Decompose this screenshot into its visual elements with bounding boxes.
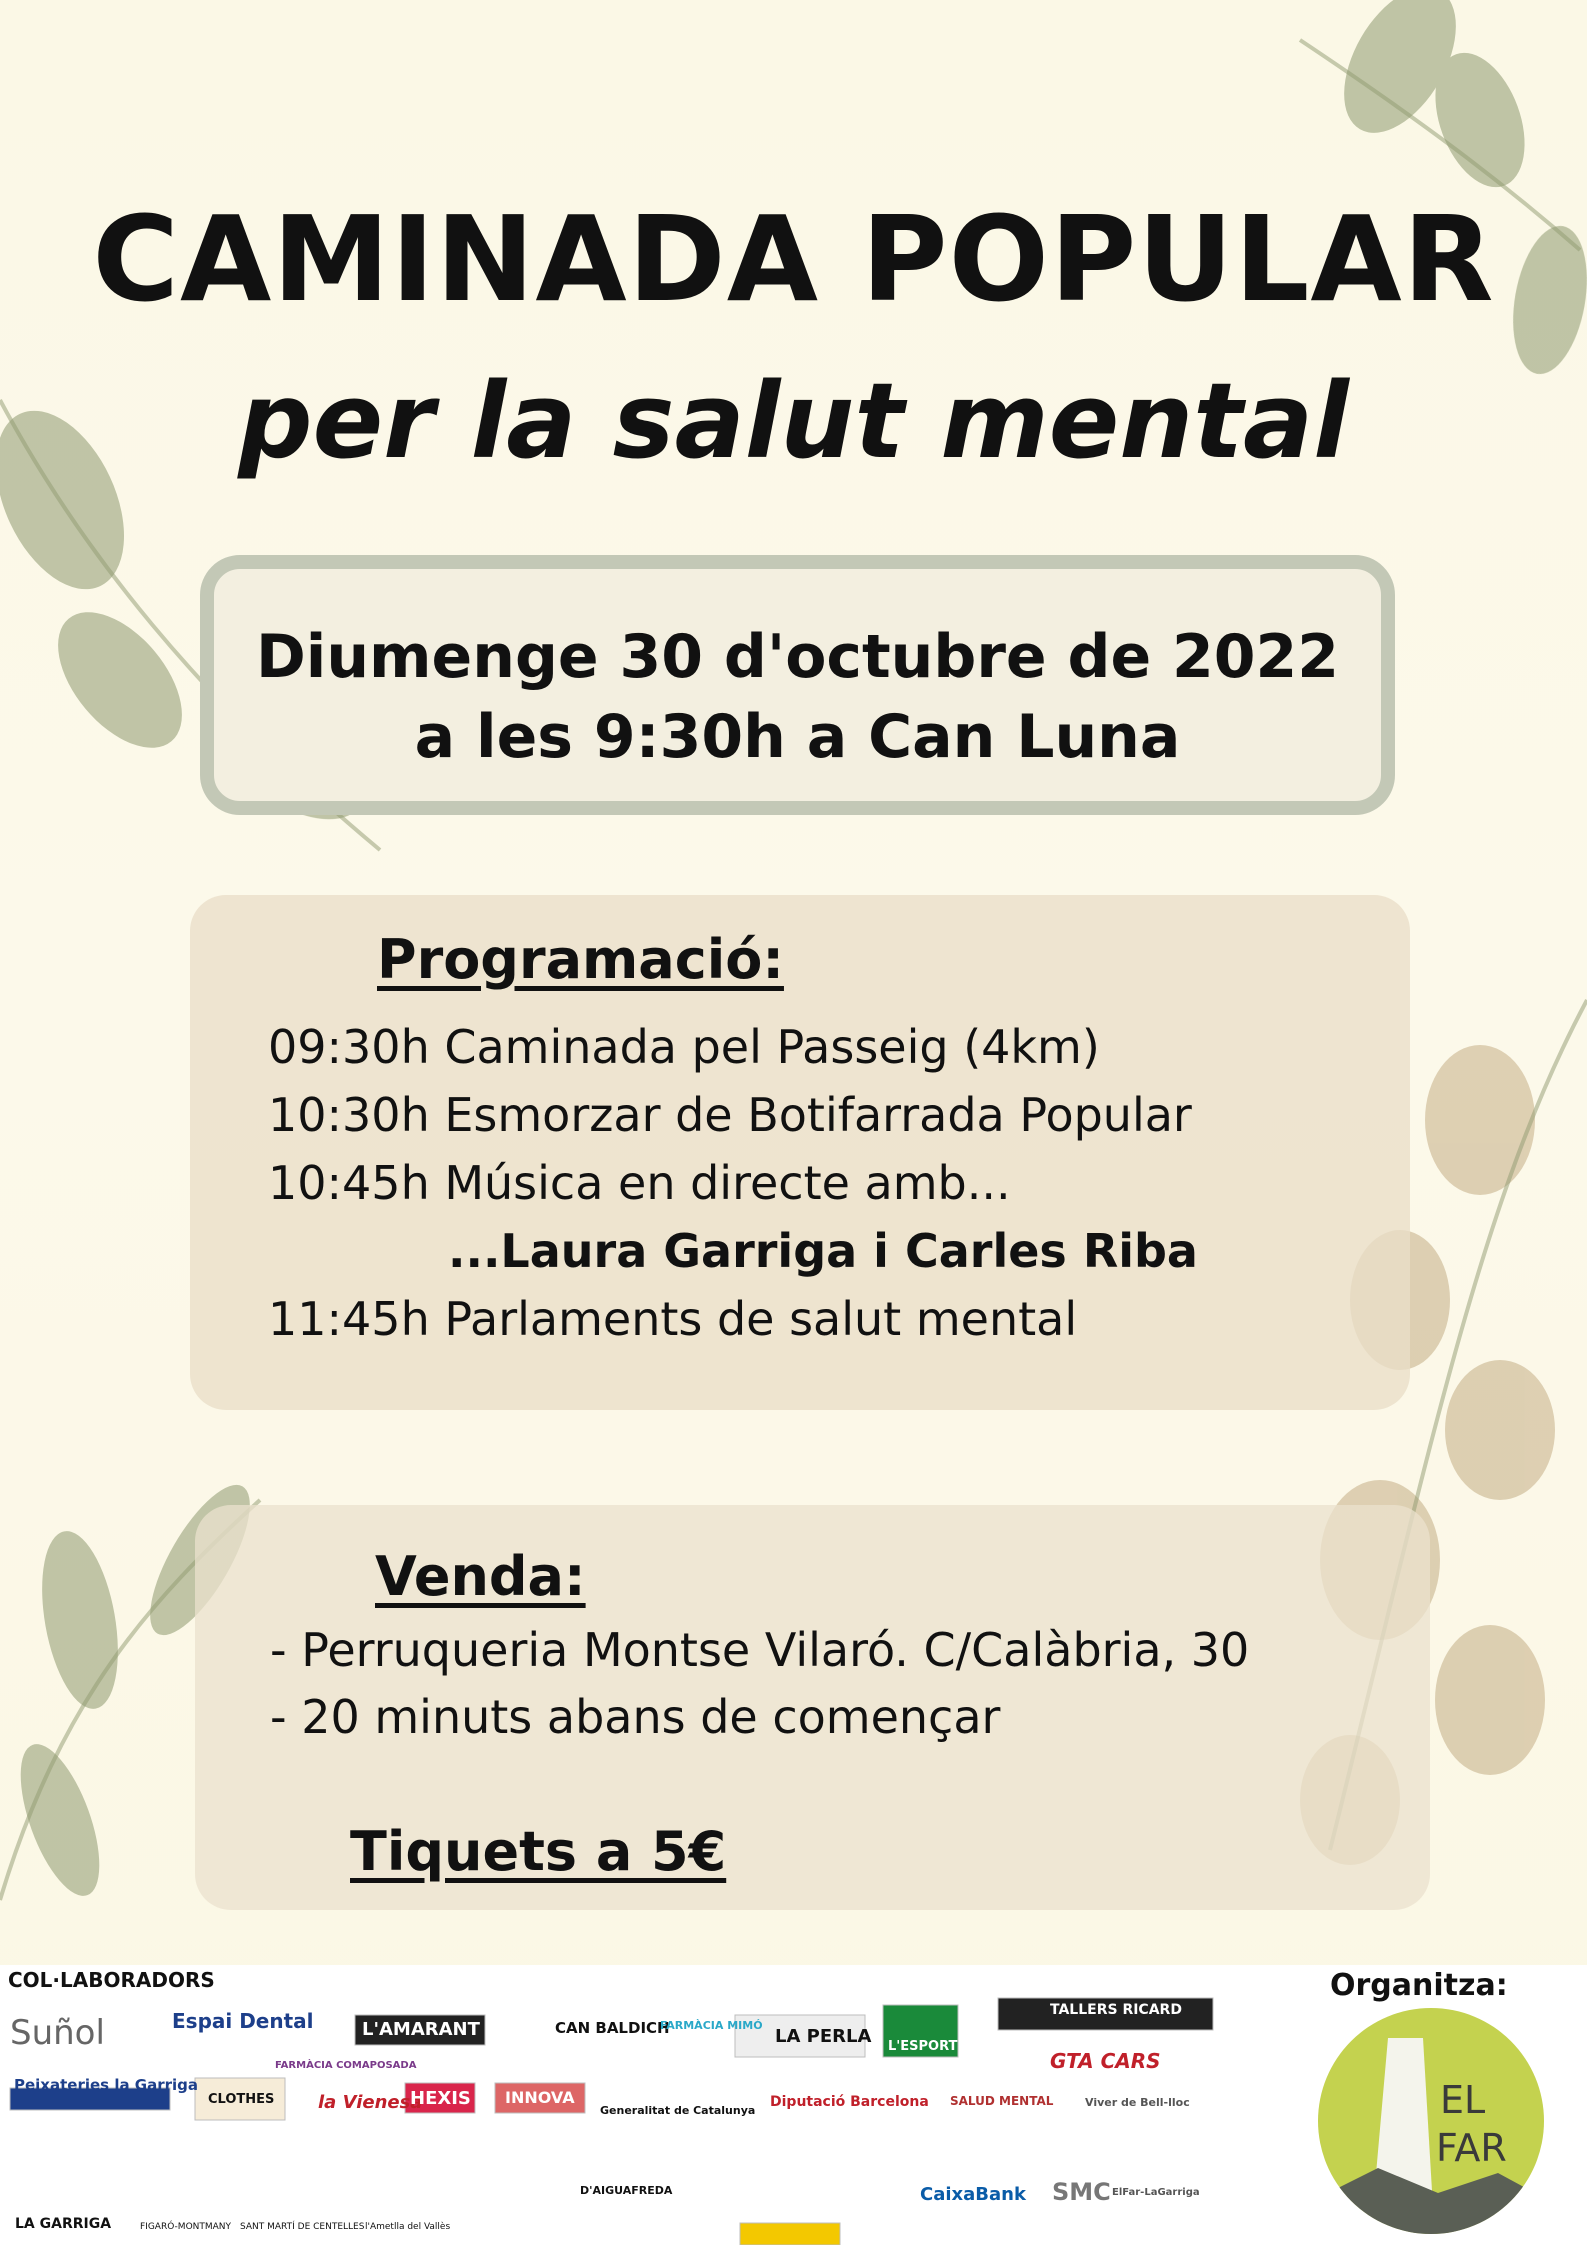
sales-heading: Venda: [375,1545,586,1608]
logo-lesport: L'ESPORT [888,2039,958,2054]
organizer-logo [1318,2008,1544,2234]
ticket-price: Tiquets a 5€ [350,1820,727,1883]
logo-farmacia-mimo: FARMÀCIA MIMÓ [660,2019,763,2032]
logo-smc: SMC [1052,2178,1111,2206]
logo-diputacio: Diputació Barcelona [770,2094,929,2110]
programme-item: 11:45h Parlaments de salut mental [268,1292,1078,1346]
event-date: Diumenge 30 d'octubre de 2022 [255,622,1340,692]
logo-aiguafreda: D'AIGUAFREDA [580,2184,673,2197]
organizer-name-line2: FAR [1436,2126,1507,2170]
logo-caixabank: CaixaBank [920,2184,1026,2205]
logo-generalitat: Generalitat de Catalunya [600,2104,756,2117]
page-subtitle: per la salut mental [238,360,1349,482]
sales-item: - Perruqueria Montse Vilaró. C/Calàbria, 30 [270,1623,1250,1677]
logo-salud-mental: SALUD MENTAL [950,2094,1054,2108]
logo-peixateries: Peixateries la Garriga [14,2076,199,2094]
programme-item: 10:30h Esmorzar de Botifarrada Popular [268,1088,1192,1142]
logo-la-garriga: LA GARRIGA [15,2216,112,2232]
logo-la-vienesa: la Vienesa [318,2092,423,2113]
logo-la-perla: LA PERLA [775,2026,872,2047]
logo-hexis: HEXIS [410,2088,471,2109]
logo-espai-dental: Espai Dental [172,2009,314,2033]
sponsors-footer [0,1965,1587,2245]
sales-box [195,1505,1430,1910]
logo-sant-marti-centelles: SANT MARTÍ DE CENTELLES [240,2222,365,2232]
lighthouse-icon [1318,2008,1544,2234]
logo-tallers-ricard: TALLERS RICARD [1050,2002,1182,2018]
programme-item: 09:30h Caminada pel Passeig (4km) [268,1020,1100,1074]
logo-lamarant: L'AMARANT [362,2019,480,2040]
logo-farmacia-comaposada: FARMÀCIA COMAPOSADA [275,2060,417,2071]
programme-item: 10:45h Música en directe amb... [268,1156,1011,1210]
logo-can-baldich: CAN BALDICH [555,2019,670,2037]
logo-ametlla: l'Ametlla del Vallès [365,2222,451,2232]
logo-sunol: Suñol [10,2013,105,2053]
organizer-name-line1: EL [1440,2078,1486,2122]
logo-figaro-montmany: FIGARÓ-MONTMANY [140,2222,232,2232]
collaborators-label: COL·LABORADORS [8,1968,215,1992]
logo-elfar-lagarriga: ElFar-LaGarriga [1112,2187,1200,2198]
event-date-box [200,555,1395,815]
sales-item: - 20 minuts abans de començar [270,1690,1001,1744]
programme-item-performers: ...Laura Garriga i Carles Riba [448,1224,1198,1278]
logo-viver-bell-lloc: Viver de Bell-lloc [1085,2096,1190,2109]
logo-clothes: CLOTHES [208,2092,275,2107]
logo-gta-cars: GTA CARS [1050,2049,1161,2073]
programme-heading: Programació: [377,928,784,991]
event-place: a les 9:30h a Can Luna [414,702,1181,772]
logo-innova: INNOVA [505,2088,575,2107]
page-title: CAMINADA POPULAR [92,190,1495,328]
organizer-label: Organitza: [1330,1968,1508,2003]
programme-box [190,895,1410,1410]
